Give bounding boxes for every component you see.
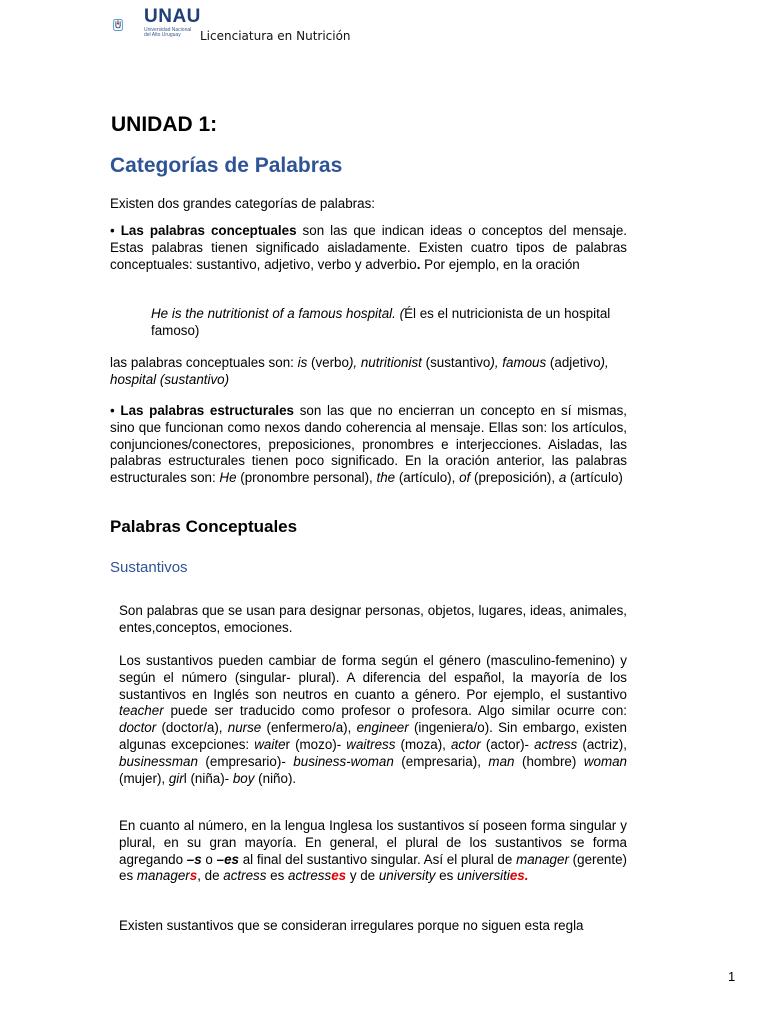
structural-words-paragraph (110, 403, 627, 487)
example-word: boy (232, 770, 255, 786)
example-word: actor (450, 736, 481, 752)
paragraph-text: (actriz), (577, 736, 627, 752)
plural-suffix: –es (216, 851, 239, 867)
paragraph-text: (gerente) es (119, 851, 627, 884)
paragraph-text: , de (197, 868, 224, 884)
paragraph-text: Por ejemplo, en la oración (420, 256, 580, 272)
paragraph-text: (pronombre personal), (236, 470, 377, 486)
paragraph-text: En cuanto al número, en la lengua Inglesa los sustantivos sí poseen forma singular y plural, en su gran mayoría. En general, el plural de los sustantivos se forma agregando (119, 818, 627, 867)
example-word: waite (254, 736, 286, 752)
paragraph-text: (mozo)- (289, 736, 347, 752)
plural-ending-highlight: es (331, 868, 347, 884)
example-word: universiti (457, 868, 510, 884)
example-word: doctor (119, 720, 157, 736)
paragraph-text: (artículo), (395, 470, 460, 486)
logo-subtitle: Universidad Nacional del Alto Uruguay (144, 27, 192, 38)
example-word: r (285, 736, 290, 752)
plural-ending-highlight: es. (509, 868, 529, 884)
example-word: a (558, 470, 567, 486)
example-word: nurse (227, 720, 262, 736)
paragraph-text: es (435, 868, 458, 884)
example-word: waitress (346, 736, 396, 752)
example-word: He (219, 470, 237, 486)
paragraph-text: al final del sustantivo singular. Así el plural de (238, 851, 517, 867)
paragraph-text: (niño). (254, 770, 297, 786)
example-word: teacher (119, 703, 164, 719)
example-word: is (297, 355, 308, 370)
example-word: actress (534, 736, 578, 752)
paragraph-text: ), hospital (sustantivo) (110, 355, 609, 387)
example-word: nutritionist (360, 355, 422, 370)
term-estructurales: Las palabras estructurales (120, 403, 295, 418)
paragraph-text: (sustantivo (421, 355, 491, 370)
example-word: business-woman (293, 753, 394, 769)
paragraph-text: (niña)- (186, 770, 233, 786)
university-logo (113, 7, 143, 43)
bullet: • (110, 223, 115, 238)
bold-dot: . (416, 256, 421, 272)
example-word: gir (168, 770, 184, 786)
paragraph-text: (moza), (395, 736, 451, 752)
plural-ending-highlight: s (189, 868, 198, 884)
paragraph-text: (preposición), (470, 470, 559, 486)
paragraph-text: (artículo) (566, 470, 623, 486)
paragraph-text: (empresario)- (197, 753, 294, 769)
example-word: engineer (356, 720, 409, 736)
example-word: actress (288, 868, 332, 884)
example-word: famous (502, 355, 547, 370)
example-word: of (459, 470, 471, 486)
paragraph-text: son las que no encierran un concepto en sí mismas, sino que funcionan como nexos dando coherencia al mensaje. Ellas son: los artículos, conjunciones/conectores, preposiciones, pronombres e interjecciones. Aisladas, las palabras estructurales tienen poco significado. En la oración anterior, las palabras estructurales son: (110, 403, 627, 486)
paragraph-text: Los sustantivos pueden cambiar de forma según el género (masculino-femenino) y según el número (singular- plural). A diferencia del español, la mayoría de los sustantivos en Inglés son neutros en cuanto a género. Por ejemplo, el sustantivo (119, 653, 627, 702)
conceptual-list-paragraph (110, 355, 647, 389)
example-translation: Él es el nutricionista de un hospital famoso) (151, 306, 611, 338)
section-title: Categorías de Palabras (110, 154, 343, 177)
example-word: woman (583, 753, 627, 769)
paragraph-text: (ingeniera/o). Sin embargo, existen algunas excepciones: (119, 720, 627, 752)
irregular-nouns-paragraph: Existen sustantivos que se consideran irregulares porque no siguen esta regla (119, 918, 584, 933)
paragraph-text: ), (348, 355, 361, 370)
gender-paragraph (119, 653, 627, 787)
example-word: businessman (119, 753, 198, 769)
paragraph-text: (mujer), (119, 770, 169, 786)
example-word: man (488, 753, 515, 769)
example-word: manager (136, 868, 190, 884)
paragraph-text: (enfermero/a), (261, 720, 357, 736)
paragraph-text: y de (346, 868, 379, 884)
paragraph-text: (actor)- (480, 736, 535, 752)
paragraph-text: es (266, 868, 289, 884)
term-conceptuales: Las palabras conceptuales (120, 223, 297, 238)
paragraph-text: (verbo (307, 355, 349, 370)
example-word: actress (223, 868, 267, 884)
program-name: Licenciatura en Nutrición (200, 29, 351, 43)
sub-subsection-title: Sustantivos (110, 559, 188, 576)
plural-suffix: –s (186, 851, 202, 867)
example-sentence (151, 306, 627, 340)
example-word: manager (516, 851, 569, 867)
intro-paragraph: Existen dos grandes categorías de palabras: (110, 196, 376, 211)
paragraph-text: (hombre) (514, 753, 584, 769)
conceptual-words-paragraph (110, 223, 627, 273)
paragraph-text: (adjetivo (546, 355, 601, 370)
example-word: the (376, 470, 396, 486)
example-word: l (183, 770, 187, 786)
paragraph-text: son las que indican ideas o conceptos del mensaje. Estas palabras tienen significado aisladamente. Existen cuatro tipos de palabras conceptuales: sustantivo, adjetivo, verbo y adverbio (110, 223, 627, 272)
paragraph-text: o (201, 851, 217, 867)
nouns-definition-paragraph: Son palabras que se usan para designar personas, objetos, lugares, ideas, animales, entes,conceptos, emociones. (119, 603, 627, 635)
paragraph-text: las palabras conceptuales son: (110, 355, 298, 370)
paragraph-text: puede ser traducido como profesor o profesora. Algo similar ocurre con: (163, 703, 627, 719)
subsection-title: Palabras Conceptuales (110, 517, 298, 536)
example-english: He is the nutritionist of a famous hospital. ( (151, 306, 405, 321)
paragraph-text: (empresaria), (393, 753, 489, 769)
number-paragraph (119, 818, 627, 885)
bullet: • (110, 403, 115, 418)
paragraph-text: (doctor/a), (156, 720, 228, 736)
logo-wordmark: UNAU (144, 6, 201, 27)
paragraph-text: ), (490, 355, 503, 370)
example-word: university (378, 868, 436, 884)
page-number: 1 (728, 969, 736, 984)
unit-title: UNIDAD 1: (111, 113, 218, 136)
